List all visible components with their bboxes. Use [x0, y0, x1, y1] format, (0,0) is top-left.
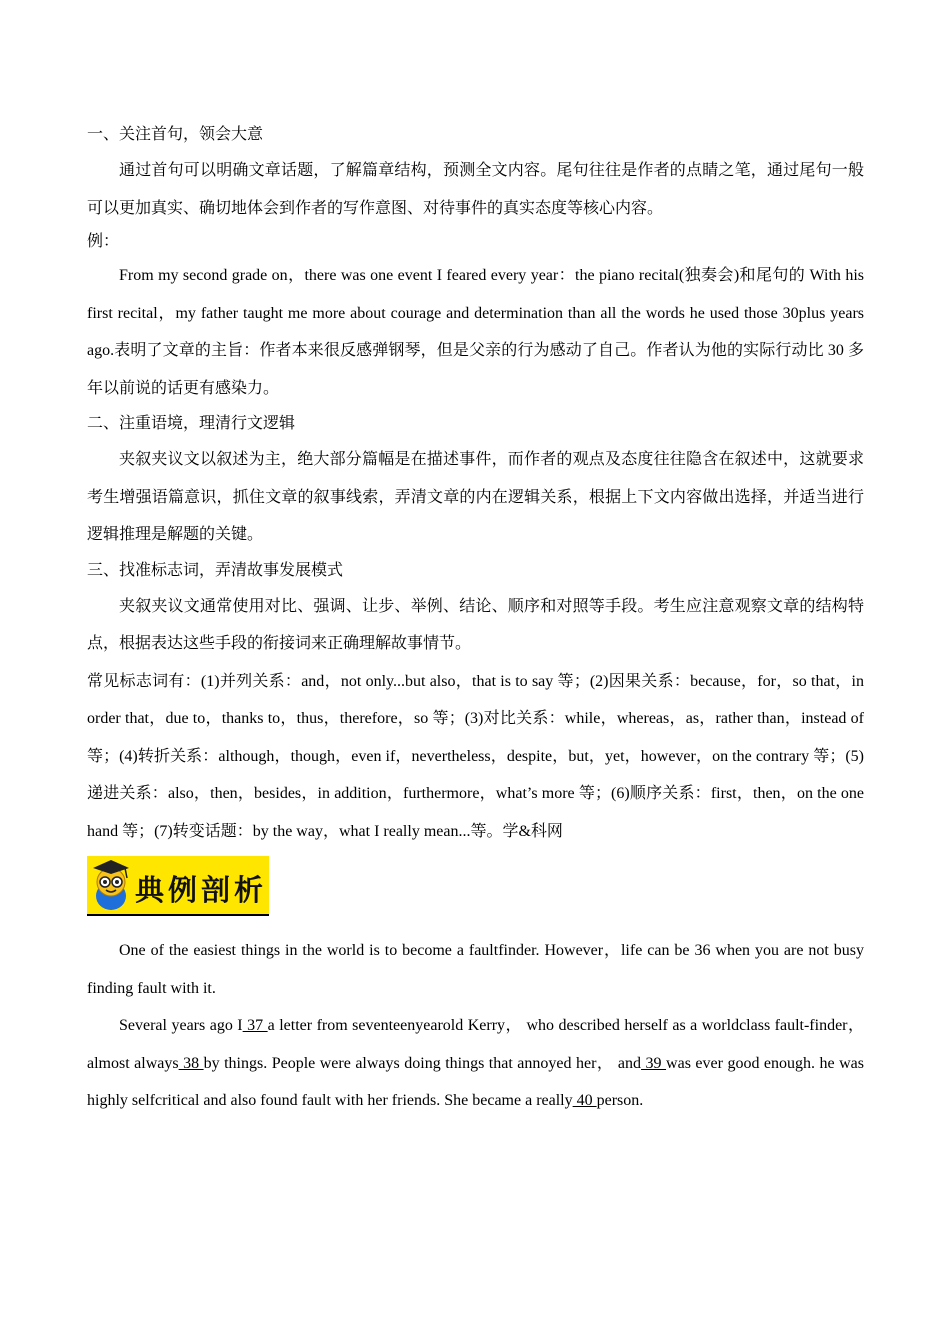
section1-body: 通过首句可以明确文章话题，了解篇章结构，预测全文内容。尾句往往是作者的点睛之笔，通过尾句一般可以更加真实、确切地体会到作者的写作意图、对待事件的真实态度等核心内容。 — [87, 162, 864, 217]
example-text: From my second grade on，there was one event I feared every year：the piano recital(独奏会)和尾句的 With his first recital，my father taught me more about courage and determination than all the words he used those 30plus years ago.表明了文章的主旨：作者本来很反感弹钢琴，但是父亲的行为感动了自己。作者认为他的实际行动比 30 多年以前说的话更有感染力。 — [87, 267, 864, 397]
marker-words-paragraph: 常见标志词有：(1)并列关系：and，not only...but also，that is to say 等；(2)因果关系：because，for，so that，in order that，due to，thanks to，thus，therefore，so 等；(3)对比关系：while，whereas，as，rather than，instead of 等；(4)转折关系：although，though，even if，nevertheless，despite，but，yet，however，on the contrary 等；(5)递进关系：also，then，besides，in addition，furthermore，what’s more 等；(6)顺序关系：first，then，on the one hand 等；(7)转变话题：by the way，what I really mean...等。学&科网 — [87, 672, 864, 840]
passage-paragraph-1 — [87, 932, 864, 1007]
example-label: 例： — [87, 233, 120, 250]
passage-text: a letter from seventeenyearold Kerry， who described herself as a worldclass fault-finder， almost always — [87, 1017, 865, 1072]
blank-37: 37 — [242, 1017, 268, 1034]
passage-text: Several years ago I — [119, 1017, 243, 1034]
section2-body: 夹叙夹议文以叙述为主，绝大部分篇幅是在描述事件，而作者的观点及态度往往隐含在叙述中，这就要求考生增强语篇意识，抓住文章的叙事线索，弄清文章的内在逻辑关系，根据上下文内容做出选择，并适当进行逻辑推理是解题的关键。 — [87, 451, 864, 543]
graduate-mascot-icon — [87, 856, 135, 914]
blank-36: 36 — [694, 942, 716, 959]
banner-title: 典例剖析 — [135, 873, 268, 907]
banner-underline — [87, 914, 269, 916]
passage-text: One of the easiest things in the world is to become a faultfinder. However，life can be — [119, 942, 695, 959]
passage-text: by things. People were always doing things that annoyed her， and — [203, 1054, 642, 1072]
passage-text: person. — [596, 1092, 644, 1109]
document-content — [87, 118, 864, 1120]
blank-38: 38 — [178, 1054, 204, 1072]
section1-heading: 一、关注首句，领会大意 — [87, 126, 264, 143]
blank-40: 40 — [572, 1092, 597, 1109]
blank-39: 39 — [641, 1054, 667, 1072]
section3-heading: 三、找准标志词，弄清故事发展模式 — [87, 561, 344, 579]
passage-text: was ever good enough. he was highly selfcritical and also found fault with her friends. She became a really — [87, 1054, 865, 1109]
section2-heading: 二、注重语境，理清行文逻辑 — [87, 415, 296, 432]
passage-paragraph-2 — [87, 1007, 864, 1120]
section3-body: 夹叙夹议文通常使用对比、强调、让步、举例、结论、顺序和对照等手段。考生应注意观察文章的结构特点，根据表达这些手段的衔接词来正确理解故事情节。 — [87, 597, 864, 652]
example-analysis-banner — [87, 856, 269, 918]
passage-text: when you are not busy finding fault with it. — [87, 942, 865, 997]
